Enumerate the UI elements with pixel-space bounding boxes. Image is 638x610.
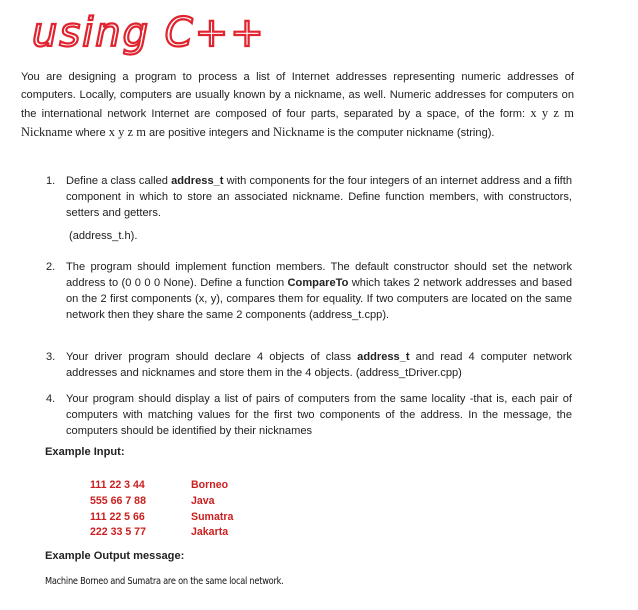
example-nickname: Borneo [191, 479, 229, 491]
example-input-label: Example Input: [45, 446, 125, 458]
item-text: with components for the four integers of an internet address and a fifth component in which to store an associated nickname. Define function members, with constructors, setters and getters. [66, 175, 573, 219]
item-text: and read 4 computer network addresses and nicknames and store them in the 4 objects. (address_tDriver.cpp) [66, 351, 572, 379]
list-item-number: 4. [46, 393, 56, 405]
handwritten-title-text: using C++ [32, 10, 266, 56]
list-item-4 [46, 391, 572, 439]
intro-text-4: is the computer nickname (string). [324, 127, 495, 139]
item-bold: address_t [357, 351, 410, 363]
intro-text-3: are positive integers and [145, 127, 273, 139]
handwritten-title [28, 2, 328, 60]
intro-nickname: Nickname [272, 125, 325, 139]
example-address: 222 33 5 77 [90, 526, 146, 538]
list-item-1 [46, 173, 572, 221]
example-output-label: Example Output message: [45, 550, 185, 562]
file-name-h: (address_t.h). [69, 230, 138, 242]
intro-text-2: where [72, 127, 109, 139]
example-output-message: Machine Borneo and Sumatra are on the same local network. [45, 576, 284, 587]
list-item-number: 1. [46, 175, 56, 187]
example-address: 111 22 3 44 [90, 479, 145, 491]
list-item-number: 2. [46, 261, 56, 273]
list-item-3 [46, 349, 572, 381]
intro-form: x y z m Nickname [21, 106, 574, 139]
example-nickname: Sumatra [191, 511, 234, 523]
example-address: 555 66 7 88 [90, 495, 146, 507]
intro-paragraph [21, 68, 574, 142]
intro-vars: x y z m [108, 125, 146, 139]
list-item-number: 3. [46, 351, 56, 363]
item-text: The program should implement function members. The default constructor should set the network address to (0 0 0 0 None). Define a function [66, 261, 572, 289]
intro-text-1: You are designing a program to process a list of Internet addresses representing numeric addresses of computers. Locally, computers are usually known by a nickname, as well. Numeric addresses for computers on the international network Internet are composed of four parts, separated by a space, of the form: [21, 71, 574, 120]
example-nickname: Java [191, 495, 215, 507]
item-text: Define a class called [66, 175, 172, 187]
item-bold: address_t [171, 175, 224, 187]
list-item-2 [46, 259, 572, 323]
item-bold: CompareTo [287, 277, 349, 289]
example-address: 111 22 5 66 [90, 511, 145, 523]
item-text: Your driver program should declare 4 objects of class [66, 351, 358, 363]
item-text: Your program should display a list of pairs of computers from the same locality -that is, each pair of computers with matching values for the first two components of the address. In the message, the computers should be identified by their nicknames [66, 393, 572, 437]
example-nickname: Jakarta [191, 526, 229, 538]
item-text: which takes 2 network addresses and based on the 2 first components (x, y), compares them for equality. If two computers are located on the same network then they share the same 2 components (address_t.cpp). [66, 277, 572, 321]
